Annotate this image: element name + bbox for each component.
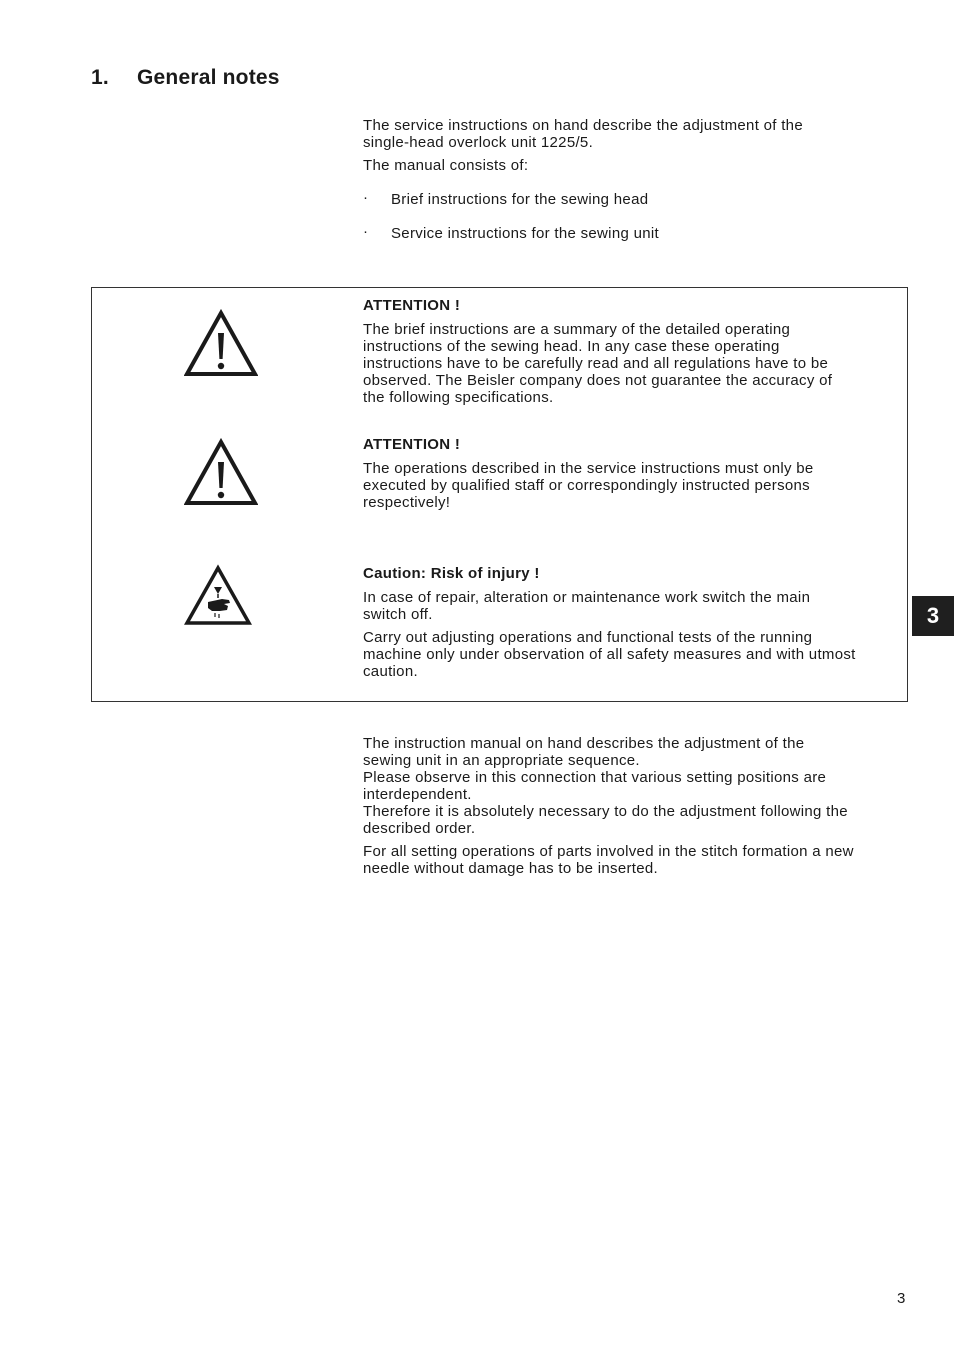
hand-injury-warning-icon	[184, 564, 252, 626]
intro-paragraph	[363, 117, 908, 174]
notice-line: observed. The Beisler company does not guarantee the accuracy of	[363, 372, 833, 389]
notice-line: The operations described in the service instructions must only be	[363, 460, 814, 477]
outro-line: needle without damage has to be inserted.	[363, 860, 658, 877]
notice-line: Carry out adjusting operations and functional tests of the running	[363, 629, 813, 646]
notice-line: The brief instructions are a summary of the detailed operating	[363, 321, 791, 338]
outro-line: described order.	[363, 820, 476, 837]
notice-title: ATTENTION !	[363, 297, 461, 314]
outro-line: Therefore it is absolutely necessary to do the adjustment following the	[363, 803, 848, 820]
page-number: 3	[897, 1290, 906, 1307]
notice-line: executed by qualified staff or correspondingly instructed persons	[363, 477, 810, 494]
outro-line: The instruction manual on hand describes the adjustment of the	[363, 735, 805, 752]
outro-line: For all setting operations of parts involved in the stitch formation a new	[363, 843, 854, 860]
outro-line: interdependent.	[363, 786, 472, 803]
warning-triangle-icon	[184, 438, 258, 506]
section-heading	[91, 66, 280, 90]
notice-line: In case of repair, alteration or maintenance work switch the main	[363, 589, 811, 606]
warning-triangle-icon	[184, 309, 258, 377]
chapter-tab: 3	[912, 596, 954, 636]
outro-line: Please observe in this connection that various setting positions are	[363, 769, 827, 786]
bullet-marker: ·	[363, 223, 369, 240]
notice-line: caution.	[363, 663, 418, 680]
notice-line: respectively!	[363, 494, 451, 511]
notice-title: Caution: Risk of injury !	[363, 565, 540, 582]
intro-line: The manual consists of:	[363, 157, 529, 174]
list-item-text: Service instructions for the sewing unit	[391, 225, 659, 242]
bullet-marker: ·	[363, 189, 369, 206]
section-number: 1.	[91, 66, 109, 89]
notice-line: instructions have to be carefully read and all regulations have to be	[363, 355, 829, 372]
notice-line: the following specifications.	[363, 389, 554, 406]
notice-line: switch off.	[363, 606, 433, 623]
notice-title: ATTENTION !	[363, 436, 461, 453]
notice-line: machine only under observation of all safety measures and with utmost	[363, 646, 856, 663]
attention-notice	[363, 436, 911, 511]
section-title: General notes	[137, 66, 280, 89]
attention-notice	[363, 297, 911, 406]
notice-line: instructions of the sewing head. In any case these operating	[363, 338, 780, 355]
outro-line: sewing unit in an appropriate sequence.	[363, 752, 640, 769]
intro-line: The service instructions on hand describe the adjustment of the	[363, 117, 803, 134]
caution-notice	[363, 565, 911, 680]
outro-paragraph	[363, 735, 911, 877]
list-item-text: Brief instructions for the sewing head	[391, 191, 649, 208]
intro-line: single-head overlock unit 1225/5.	[363, 134, 594, 151]
